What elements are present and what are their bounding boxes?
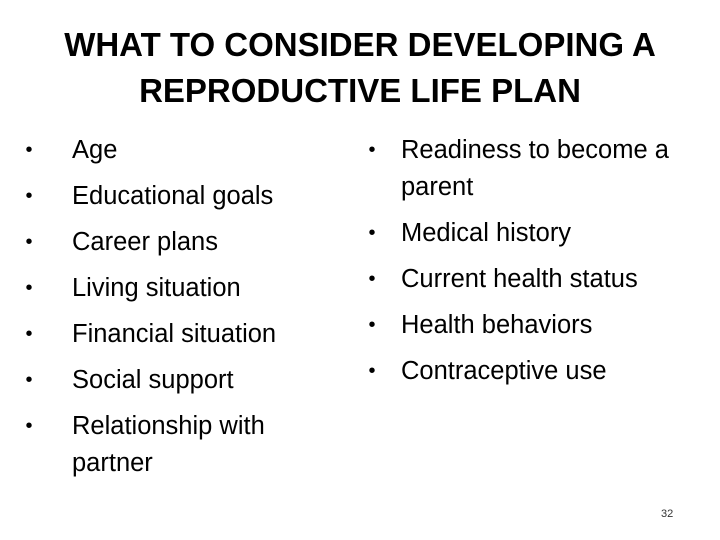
list-item [22, 132, 342, 169]
title-line: WHAT TO CONSIDER DEVELOPING A [64, 26, 656, 63]
list-item-text: Financial situation [72, 320, 277, 348]
bullet-icon: • [25, 369, 33, 391]
bullet-icon: • [368, 314, 376, 336]
list-item [22, 316, 342, 353]
bullet-icon: • [25, 231, 33, 253]
list-item-text: Social support [72, 366, 234, 394]
bullet-icon: • [368, 139, 376, 161]
list-item-text: Contraceptive use [401, 357, 607, 385]
bullet-icon: • [368, 268, 376, 290]
list-item [365, 132, 705, 206]
title-line: REPRODUCTIVE LIFE PLAN [139, 72, 581, 109]
list-item-text: Living situation [72, 274, 241, 302]
list-item-text: Age [72, 136, 118, 164]
list-item-text: Health behaviors [401, 311, 593, 339]
list-item-text: Educational goals [72, 182, 274, 210]
list-item [365, 353, 705, 390]
list-item-text: Medical history [401, 219, 572, 247]
list-item [365, 307, 705, 344]
list-item [22, 270, 342, 307]
bullet-icon: • [25, 415, 33, 437]
page-number: 32 [661, 508, 674, 520]
list-item-text: Career plans [72, 228, 218, 256]
left-bullet-list [22, 132, 342, 491]
bullet-icon: • [368, 222, 376, 244]
bullet-icon: • [25, 323, 33, 345]
slide-title [20, 22, 700, 114]
list-item [22, 362, 342, 399]
bullet-icon: • [25, 185, 33, 207]
list-item [365, 215, 705, 252]
bullet-icon: • [368, 360, 376, 382]
list-item [22, 408, 342, 482]
list-item-text: Readiness to become a parent [401, 136, 669, 201]
bullet-icon: • [25, 277, 33, 299]
bullet-icon: • [25, 139, 33, 161]
list-item-text: Current health status [401, 265, 638, 293]
list-item-text: Relationship with partner [72, 412, 265, 477]
list-item [22, 178, 342, 215]
right-bullet-list [365, 132, 705, 399]
list-item [365, 261, 705, 298]
list-item [22, 224, 342, 261]
